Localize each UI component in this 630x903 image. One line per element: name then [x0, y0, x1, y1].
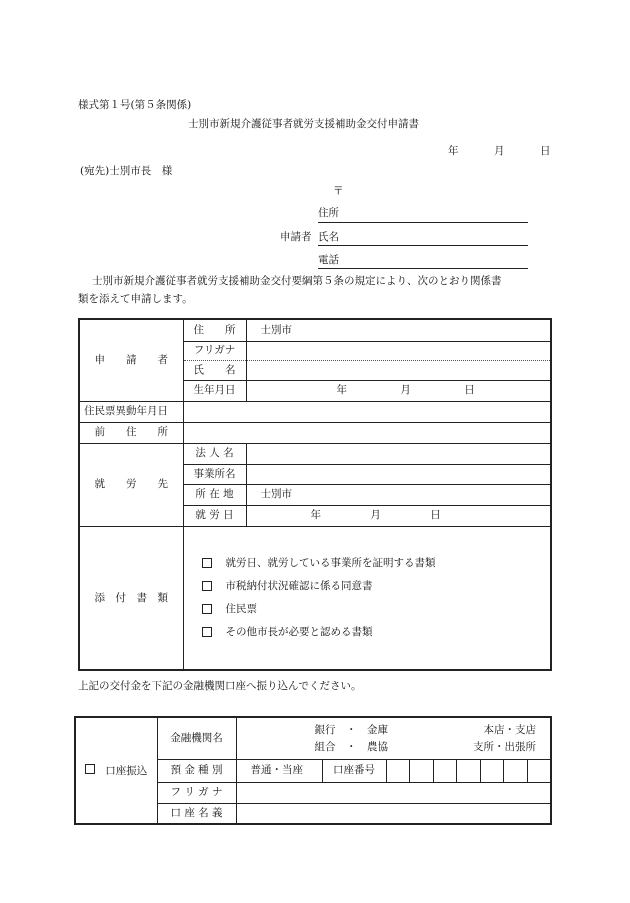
account-holder-field[interactable]: [236, 803, 551, 824]
birth-month: 月: [400, 384, 411, 397]
account-digit[interactable]: [433, 760, 457, 782]
address-label: 住 所: [183, 319, 246, 341]
bank-type-1: 銀行 ・ 金庫: [314, 723, 388, 736]
account-digit[interactable]: [409, 760, 433, 782]
checkbox-icon[interactable]: [202, 604, 212, 614]
application-table: [78, 318, 552, 671]
checkbox-icon[interactable]: [202, 581, 212, 591]
institution-field[interactable]: [236, 717, 551, 759]
birth-date-field[interactable]: [246, 380, 551, 401]
account-number-label: 口座番号: [322, 759, 386, 782]
move-date-field[interactable]: [183, 401, 551, 422]
header-phone-line[interactable]: [318, 268, 528, 269]
date-day: 日: [540, 145, 551, 157]
attachments-label: 添 付 書 類: [79, 526, 183, 670]
transfer-instruction: 上記の交付金を下記の金融機関口座へ振り込んでください。: [78, 680, 362, 692]
intro-text-line2: 類を添えて申請します。: [78, 293, 193, 305]
checkbox-icon[interactable]: [85, 764, 95, 774]
corp-name-label: 法 人 名: [183, 443, 246, 464]
move-date-label: 住民票異動年月日: [79, 401, 183, 422]
header-name-line[interactable]: [318, 245, 528, 246]
header-address-label: 住所: [318, 207, 339, 219]
workday-field[interactable]: [246, 505, 551, 526]
header-phone-label: 電話: [318, 254, 339, 266]
account-digit[interactable]: [387, 760, 410, 782]
postal-mark: 〒: [333, 185, 344, 197]
birth-year: 年: [336, 384, 347, 397]
applicant-section-label: 申 請 者: [79, 319, 183, 401]
prev-address-label: 前 住 所: [79, 422, 183, 443]
date-month: 月: [494, 145, 505, 157]
intro-text-line1: 士別市新規介護従事者就労支援補助金交付要綱第５条の規定により、次のとおり関係書: [92, 275, 502, 287]
work-year: 年: [310, 509, 321, 522]
branch-type-2: 支所・出張所: [473, 740, 536, 753]
account-furigana-field[interactable]: [236, 782, 551, 803]
attachments-list: [183, 526, 551, 670]
account-number-field[interactable]: [386, 759, 551, 782]
work-month: 月: [370, 509, 381, 522]
furigana-label: フリガナ: [183, 341, 246, 360]
header-name-label: 氏名: [318, 231, 339, 243]
form-number: 様式第１号(第５条関係): [78, 99, 192, 111]
account-transfer-cell[interactable]: 口座振込: [75, 717, 157, 824]
account-digit[interactable]: [527, 760, 551, 782]
location-field[interactable]: 士別市: [246, 484, 551, 505]
deposit-type-field[interactable]: 普通・当座: [236, 759, 322, 782]
deposit-type-label: 預 金 種 別: [157, 759, 236, 782]
account-digit[interactable]: [456, 760, 480, 782]
header-address-line[interactable]: [318, 222, 528, 223]
address-field[interactable]: 士別市: [246, 319, 551, 341]
workday-label: 就 労 日: [183, 505, 246, 526]
addressee: (宛先)士別市長 様: [80, 165, 173, 177]
attachment-item[interactable]: 住民票: [202, 598, 547, 621]
account-digit[interactable]: [480, 760, 504, 782]
work-day: 日: [430, 509, 441, 522]
bank-type-2: 組合 ・ 農協: [314, 740, 388, 753]
bank-account-table: [74, 716, 552, 825]
account-holder-label: 口 座 名 義: [157, 803, 236, 824]
page-title: 士別市新規介護従事者就労支援補助金交付申請書: [188, 118, 419, 130]
corp-name-field[interactable]: [246, 443, 551, 464]
attachment-item[interactable]: 就労日、就労している事業所を証明する書類: [202, 552, 547, 575]
checkbox-icon[interactable]: [202, 558, 212, 568]
employer-section-label: 就 労 先: [79, 443, 183, 526]
branch-type-1: 本店・支店: [483, 723, 536, 736]
attachment-item[interactable]: 市税納付状況確認に係る同意書: [202, 575, 547, 598]
location-label: 所 在 地: [183, 484, 246, 505]
attachment-item[interactable]: その他市長が必要と認める書類: [202, 621, 547, 644]
prev-address-field[interactable]: [183, 422, 551, 443]
checkbox-icon[interactable]: [202, 627, 212, 637]
name-field[interactable]: [246, 360, 551, 380]
account-digit[interactable]: [503, 760, 527, 782]
institution-label: 金融機関名: [157, 717, 236, 759]
office-name-label: 事業所名: [183, 464, 246, 484]
header-applicant-label: 申請者: [280, 231, 312, 243]
birth-date-label: 生年月日: [183, 380, 246, 401]
date-year: 年: [448, 145, 459, 157]
furigana-field[interactable]: [246, 341, 551, 360]
office-name-field[interactable]: [246, 464, 551, 484]
account-furigana-label: フ リ ガ ナ: [157, 782, 236, 803]
name-label: 氏 名: [183, 360, 246, 380]
birth-day: 日: [464, 384, 475, 397]
